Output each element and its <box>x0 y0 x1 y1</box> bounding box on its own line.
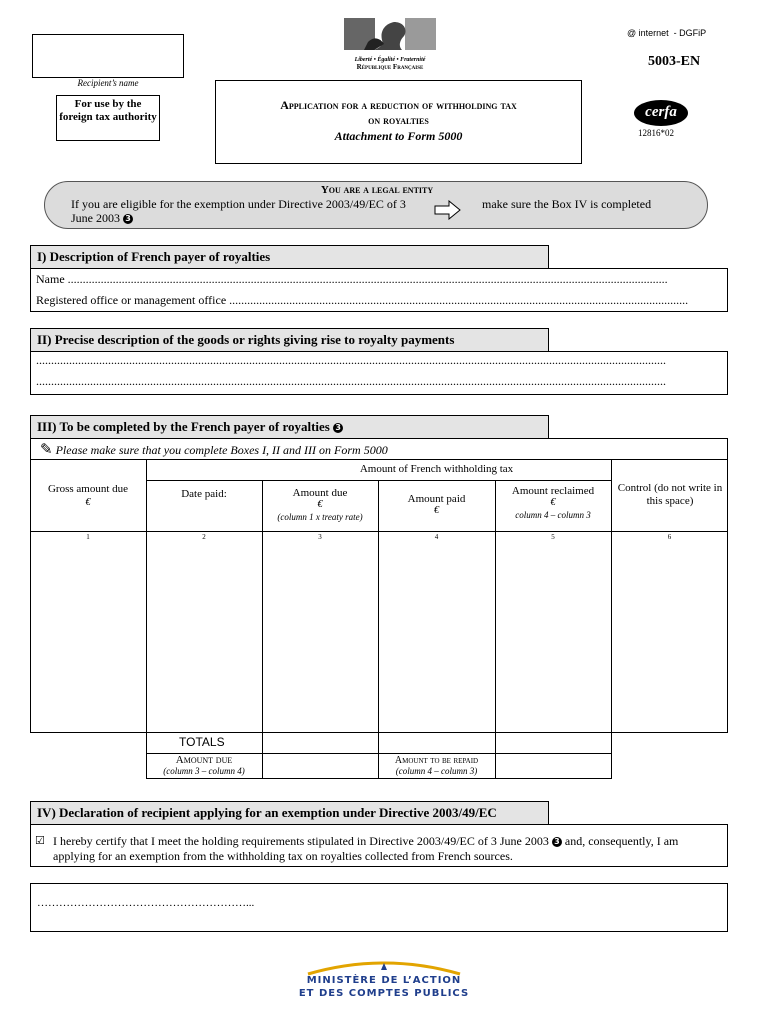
republic-name: République Française <box>356 63 424 71</box>
instruction-text: Please make sure that you complete Boxes I, II and III on Form 5000 <box>55 443 388 457</box>
form-number: 5003-EN <box>648 54 701 69</box>
legal-entity-banner <box>44 181 708 229</box>
cerfa-logo <box>634 100 688 126</box>
col-number: 4 <box>434 533 439 541</box>
recipient-name-label: Recipient’s name <box>77 78 139 88</box>
total-amount-reclaimed-cell[interactable] <box>496 733 610 753</box>
registered-office-label: Registered office or management office <box>36 293 227 307</box>
marianne-logo-image <box>344 18 436 52</box>
source-label: @ internet - DGFiP <box>627 28 707 38</box>
section-4-title: IV) Declaration of recipient applying for an exemption under Directive 2003/49/EC <box>30 801 549 825</box>
col-header-amount-due <box>262 487 378 523</box>
amount-due-summary <box>146 755 262 777</box>
col-3-label: Amount due <box>292 487 348 499</box>
amount-due-value-cell[interactable] <box>263 754 377 778</box>
note-3-icon: 3 <box>552 837 562 847</box>
section-3-title <box>30 415 549 439</box>
amount-due-summary-sub: (column 3 – column 4) <box>163 766 245 776</box>
ministry-logo <box>296 956 472 1004</box>
instruction-row <box>40 440 388 459</box>
instruction-divider <box>30 459 728 460</box>
col-header-amount-reclaimed <box>495 485 611 521</box>
col-divider <box>611 459 612 733</box>
col-3-unit: € <box>317 499 323 510</box>
amount-repaid-summary-label: Amount to be repaid <box>394 755 479 766</box>
recipient-name-box[interactable] <box>32 34 184 78</box>
cerfa-number: 12816*02 <box>638 128 674 138</box>
totals-label: TOTALS <box>179 735 225 749</box>
col-header-gross-amount <box>30 483 146 509</box>
foreign-tax-authority-label: For use by the foreign tax authority <box>59 98 157 123</box>
col-4-unit: € <box>434 505 439 516</box>
right-arrow-icon <box>434 200 462 220</box>
declaration-text-part1: I hereby certify that I meet the holding requirements stipulated in Directive 2003/49/EC of 3 June 2003 <box>53 834 549 848</box>
col-header-date-paid <box>146 488 262 500</box>
form-title-line2: on royalties <box>368 113 429 127</box>
legal-entity-heading: You are a legal entity <box>320 184 434 196</box>
banner-right-text: make sure the Box IV is completed <box>482 197 652 211</box>
payer-name-dots: ........................................................................................................................................................................................................ <box>67 272 668 286</box>
form-title-line3: Attachment to Form 5000 <box>334 129 463 143</box>
col-number: 2 <box>202 533 206 541</box>
registered-office-dots: ......................................................................................................................................................... <box>229 293 689 307</box>
section-2-box <box>30 351 728 395</box>
col-1-unit: € <box>85 497 91 508</box>
date-paid-cell[interactable] <box>147 543 261 732</box>
col-1-label: Gross amount due <box>47 483 129 495</box>
registered-office-field[interactable] <box>36 293 724 308</box>
form-title-line1: Application for a reduction of withholding tax <box>280 98 517 112</box>
signature-box[interactable] <box>30 883 728 932</box>
total-amount-due-cell[interactable] <box>263 733 377 753</box>
withholding-header-divider <box>146 480 611 481</box>
goods-description-line-2[interactable]: .................................................................................................................................................................................................................. <box>36 374 666 388</box>
section-1-box <box>30 268 728 312</box>
amount-repaid-summary-sub: (column 4 – column 3) <box>395 766 478 776</box>
total-amount-paid-cell[interactable] <box>379 733 494 753</box>
col-number: 3 <box>318 533 322 541</box>
banner-left-text-body: If you are eligible for the exemption under Directive 2003/49/EC of 3 June 2003 <box>71 197 406 225</box>
header-number-divider <box>30 531 728 532</box>
cerfa-logo-text: cerfa <box>645 104 677 120</box>
withholding-header: Amount of French withholding tax <box>359 463 514 475</box>
payer-name-field[interactable] <box>36 272 724 287</box>
amount-reclaimed-cell[interactable] <box>496 543 610 732</box>
ministry-name-line2: ET DES COMPTES PUBLICS <box>298 988 470 999</box>
col-2-label: Date paid: <box>181 488 227 500</box>
col-3-sub: (column 1 x treaty rate) <box>277 512 363 522</box>
col-header-control <box>615 482 725 508</box>
pen-icon: ✎ <box>40 442 53 458</box>
payer-name-label: Name <box>36 272 65 286</box>
declaration-text-part2: and, consequently, I am applying for an exemption from the withholding tax on royalties collected from French sources. <box>53 834 679 863</box>
section-1-title: I) Description of French payer of royalties <box>30 245 549 269</box>
col-5-sub: column 4 – column 3 <box>515 510 591 520</box>
amount-due-summary-label: Amount due <box>175 754 233 766</box>
col-4-label: Amount paid <box>407 493 466 505</box>
col-6-label: Control (do not write in this space) <box>617 482 723 507</box>
declaration-text <box>53 834 723 864</box>
signature-dots: …………………………………………………... <box>37 897 255 909</box>
section-3-title-text: III) To be completed by the French payer of royalties <box>37 419 330 434</box>
col-number: 6 <box>667 533 672 541</box>
goods-description-line-1[interactable]: .................................................................................................................................................................................................................. <box>36 353 666 367</box>
col-5-unit: € <box>550 497 556 508</box>
amount-repaid-value-cell[interactable] <box>496 754 610 778</box>
amount-repaid-summary <box>378 755 495 777</box>
marianne-logo <box>344 18 436 72</box>
section-2-title: II) Precise description of the goods or rights giving rise to royalty payments <box>30 328 549 352</box>
exemption-checkbox[interactable]: ☑ <box>35 834 45 847</box>
note-3-icon: 3 <box>333 423 343 433</box>
gross-amount-cell[interactable] <box>31 543 145 732</box>
amount-due-cell[interactable] <box>263 543 377 732</box>
col-5-label: Amount reclaimed <box>511 485 595 497</box>
banner-left-text <box>71 197 416 225</box>
ministry-name-line1: MINISTÈRE DE L’ACTION <box>306 975 462 986</box>
foreign-tax-authority-box <box>56 95 160 141</box>
republic-motto: Liberté • Égalité • Fraternité <box>354 57 426 63</box>
col-header-amount-paid <box>378 493 495 517</box>
amount-paid-cell[interactable] <box>379 543 494 732</box>
form-title-box <box>215 80 582 164</box>
section-4-box <box>30 824 728 867</box>
col-number: 1 <box>86 533 90 541</box>
col-number: 5 <box>551 533 555 541</box>
note-3-icon: 3 <box>123 214 133 224</box>
